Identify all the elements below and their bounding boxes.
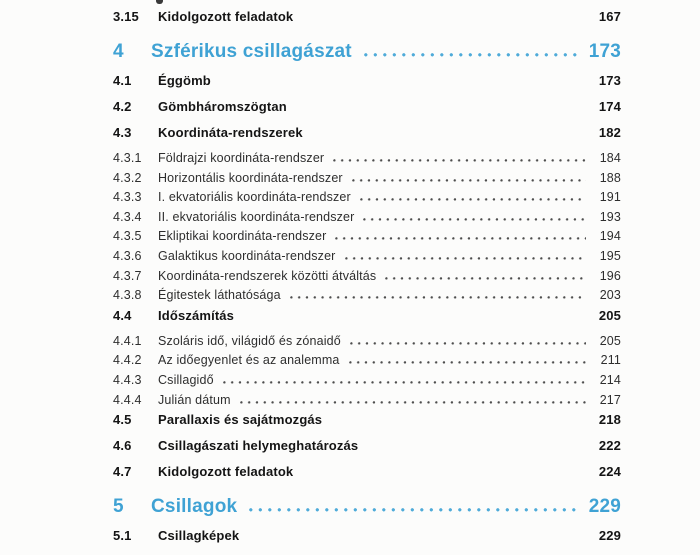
entry-title: I. ekvatoriális koordináta-rendszer: [158, 190, 351, 205]
entry-page-number: 229: [598, 528, 621, 544]
dot-leader: [312, 134, 586, 137]
entry-number: 4.3.8: [113, 288, 142, 303]
entry-number: 5.1: [113, 528, 132, 544]
entry-title: Csillagidő: [158, 372, 214, 387]
entry-title: Szférikus csillagászat: [151, 41, 352, 62]
dot-leader: [240, 401, 586, 404]
entry-page-number: 196: [599, 268, 621, 283]
entry-page-number: 174: [598, 99, 621, 114]
entry-number: 4.3.2: [113, 170, 142, 185]
dot-leader: [290, 296, 586, 299]
toc-chapter-entry: [113, 40, 621, 64]
entry-page-number: 205: [599, 333, 621, 348]
entry-title: Kidolgozott feladatok: [158, 464, 294, 480]
entry-page-number: 205: [598, 307, 621, 323]
entry-number: 4.1: [113, 73, 132, 88]
dot-leader: [296, 108, 586, 111]
dot-leader: [345, 257, 587, 260]
entry-title: Éggömb: [158, 73, 211, 88]
entry-number: 4.4: [113, 307, 132, 323]
entry-page-number: 184: [599, 151, 621, 165]
toc-entry: [113, 249, 621, 263]
dot-leader: [248, 537, 586, 540]
entry-number: 4.3.5: [113, 229, 142, 244]
toc-entry: [113, 210, 621, 224]
entry-page-number: 229: [588, 496, 621, 518]
entry-number: 4: [113, 41, 124, 62]
entry-number: 4.3.4: [113, 209, 142, 224]
entry-page-number: 191: [599, 190, 621, 205]
entry-page-number: 173: [588, 41, 621, 62]
entry-title: Földrajzi koordináta-rendszer: [158, 151, 325, 165]
toc-entry: [113, 269, 621, 283]
entry-number: 4.4.4: [113, 392, 142, 407]
entry-title: Csillagképek: [158, 528, 240, 544]
entry-number: 3.15: [113, 9, 139, 24]
entry-number: 4.3.6: [113, 248, 142, 263]
toc-entry: [113, 438, 621, 453]
toc-entry: [113, 308, 621, 323]
dot-leader: [349, 361, 586, 364]
toc-entry: [113, 393, 621, 407]
dot-leader: [363, 218, 586, 221]
entry-number: 4.3: [113, 125, 132, 140]
entry-page-number: 211: [600, 353, 621, 368]
entry-number: 4.3.7: [113, 268, 142, 283]
entry-title: Csillagászati helymeghatározás: [158, 438, 359, 454]
toc-entry: [113, 99, 621, 114]
entry-title: Égitestek láthatósága: [158, 288, 281, 303]
entry-page-number: 218: [598, 412, 621, 428]
dot-leader: [302, 473, 586, 476]
entry-title: Koordináta-rendszerek közötti átváltás: [158, 268, 377, 283]
toc-entry: [113, 412, 621, 427]
dot-leader: [302, 18, 586, 21]
entry-title: Kidolgozott feladatok: [158, 9, 294, 24]
entry-title: Szoláris idő, világidő és zónaidő: [158, 333, 341, 348]
entry-page-number: 173: [598, 73, 621, 88]
entry-title: Az időegyenlet és az analemma: [158, 353, 340, 368]
entry-page-number: 224: [598, 464, 621, 480]
entry-title: Időszámítás: [158, 307, 235, 323]
entry-page-number: 194: [599, 229, 621, 244]
dot-leader: [350, 342, 586, 345]
dot-leader: [385, 277, 586, 280]
entry-number: 4.7: [113, 464, 132, 480]
entry-number: 4.3.1: [113, 151, 142, 165]
toc-entry: [113, 288, 621, 302]
toc-entry: [113, 125, 621, 140]
entry-number: 4.3.3: [113, 190, 142, 205]
toc-entry: [113, 334, 621, 348]
entry-title: Julián dátum: [158, 392, 231, 407]
entry-title: Ekliptikai koordináta-rendszer: [158, 229, 327, 244]
toc-entry: [113, 373, 621, 387]
toc-entry: [113, 171, 621, 185]
entry-number: 4.4.1: [113, 333, 142, 348]
entry-number: 4.2: [113, 99, 132, 114]
entry-title: Galaktikus koordináta-rendszer: [158, 248, 336, 263]
dot-leader: [367, 447, 586, 450]
toc-entry: [113, 73, 621, 88]
dot-leader: [333, 159, 586, 162]
toc-chapter-entry: [113, 495, 621, 519]
entry-page-number: 195: [599, 248, 621, 263]
toc-entry: [113, 190, 621, 204]
toc-entry: [113, 464, 621, 479]
entry-page-number: 203: [599, 288, 621, 303]
entry-title: Gömbháromszögtan: [158, 99, 287, 114]
entry-title: Koordináta-rendszerek: [158, 125, 303, 140]
entry-title: Parallaxis és sajátmozgás: [158, 412, 323, 428]
toc-entry: [113, 9, 621, 24]
entry-number: 5: [113, 496, 124, 518]
entry-page-number: 188: [599, 170, 621, 185]
dot-leader: [243, 317, 586, 320]
dot-leader: [360, 198, 586, 201]
toc-entry: [113, 528, 621, 543]
dot-leader: [331, 421, 586, 424]
dot-leader: [249, 508, 580, 512]
entry-number: 4.4.3: [113, 372, 142, 387]
toc-entry: [113, 229, 621, 243]
entry-title: Csillagok: [151, 496, 238, 518]
dot-leader: [364, 53, 581, 57]
entry-page-number: 214: [599, 372, 621, 387]
entry-page-number: 193: [599, 209, 621, 224]
entry-number: 4.6: [113, 438, 132, 454]
entry-page-number: 167: [598, 9, 621, 24]
dot-leader: [335, 237, 586, 240]
entry-title: II. ekvatoriális koordináta-rendszer: [158, 209, 355, 224]
entry-title: Horizontális koordináta-rendszer: [158, 170, 343, 185]
entry-page-number: 182: [598, 125, 621, 140]
toc-entry: [113, 353, 621, 367]
entry-page-number: 222: [598, 438, 621, 454]
toc-entry: [113, 151, 621, 165]
entry-number: 4.5: [113, 412, 132, 428]
entry-number: 4.4.2: [113, 353, 142, 368]
dot-leader: [223, 381, 586, 384]
entry-page-number: 217: [599, 392, 621, 407]
dot-leader: [220, 82, 586, 85]
dot-leader: [352, 179, 586, 182]
